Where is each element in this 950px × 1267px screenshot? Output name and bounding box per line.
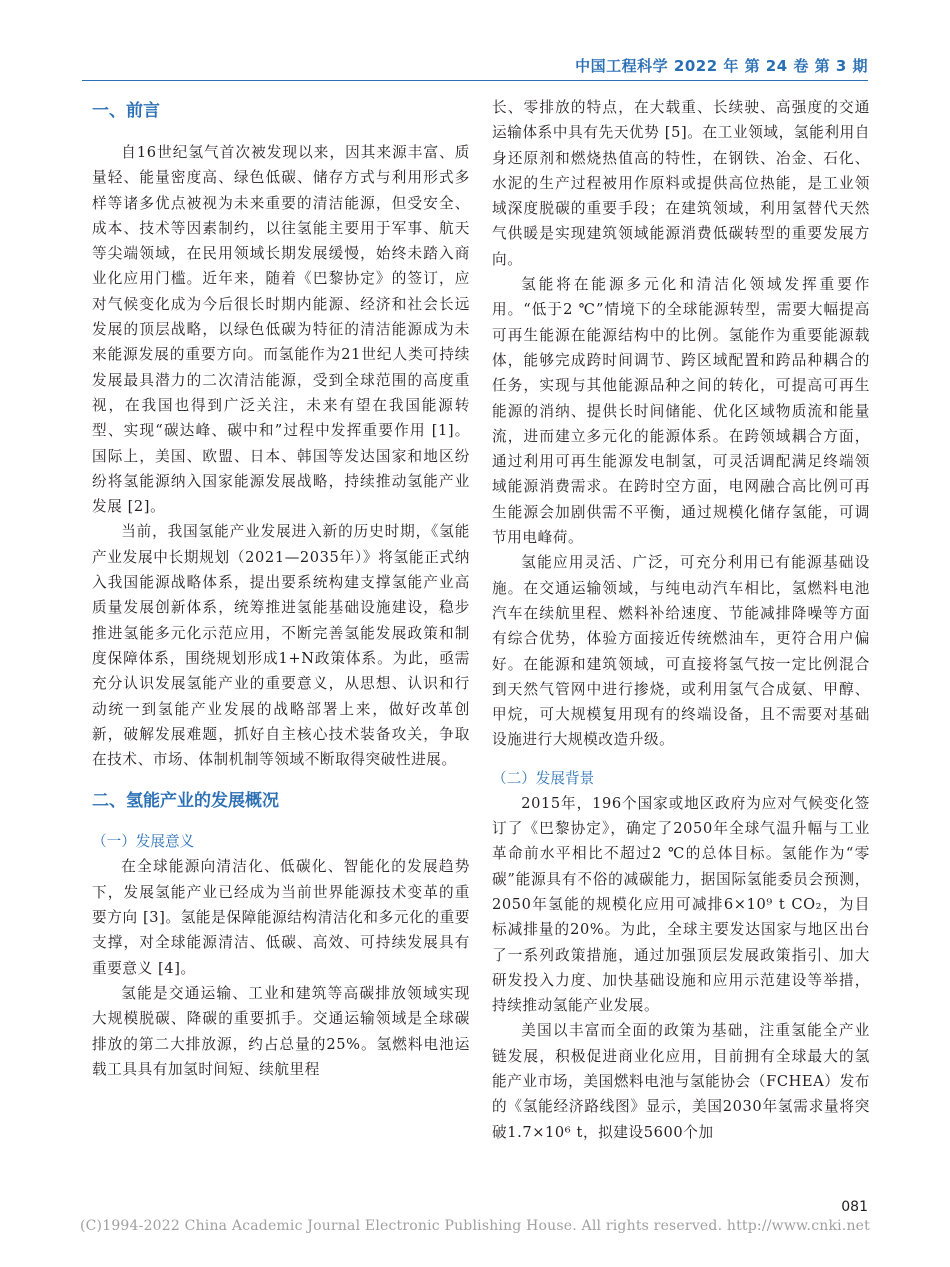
page-number: 081 bbox=[841, 1199, 868, 1215]
subsection-heading-background: （二）发展背景 bbox=[492, 769, 595, 787]
header-rule bbox=[82, 80, 868, 81]
right-column bbox=[492, 95, 870, 1145]
paragraph: 在全球能源向清洁化、低碳化、智能化的发展趋势下，发展氢能产业已经成为当前世界能源技术变革的重要方向 [3]。氢能是保障能源结构清洁化和多元化的重要支撑，对全球能源清洁、低碳、高效、可持续发展具有重要意义 [4]。 bbox=[92, 858, 470, 977]
paragraph: 氢能应用灵活、广泛，可充分利用已有能源基础设施。在交通运输领域，与纯电动汽车相比，氢燃料电池汽车在续航里程、燃料补给速度、节能减排降噪等方面有综合优势，体验方面接近传统燃油车，更符合用户偏好。在能源和建筑领域，可直接将氢气按一定比例混合到天然气管网中进行掺烧，或利用氢气合成氨、甲醇、甲烷，可大规模复用现有的终端设备，且不需要对基础设施进行大规模改造升级。 bbox=[492, 554, 870, 749]
subsection-heading-significance: （一）发展意义 bbox=[92, 833, 195, 851]
paragraph: 氢能是交通运输、工业和建筑等高碳排放领域实现大规模脱碳、降碳的重要抓手。交通运输领域是全球碳排放的第二大排放源，约占总量的25%。氢燃料电池运载工具具有加氢时间短、续航里程 bbox=[92, 984, 470, 1078]
paragraph: 自16世纪氢气首次被发现以来，因其来源丰富、质量轻、能量密度高、绿色低碳、储存方式与利用形式多样等诸多优点被视为未来重要的清洁能源，但受安全、成本、技术等因素制约，以往氢能主要用于军事、航天等尖端领域，在民用领域长期发展缓慢，始终未踏入商业化应用门槛。近年来，随着《巴黎协定》的签订，应对气候变化成为今后很长时期内能源、经济和社会长远发展的顶层战略，以绿色低碳为特征的清洁能源成为未来能源发展的重要方向。而氢能作为21世纪人类可持续发展最具潜力的二次清洁能源，受到全球范围的高度重视，在我国也得到广泛关注，未来有望在我国能源转型、实现“碳达峰、碳中和”过程中发挥重要作用 [1]。国际上，美国、欧盟、日本、韩国等发达国家和地区纷纷将氢能源纳入国家能源发展战略，持续推动氢能产业发展 [2]。 bbox=[92, 144, 470, 516]
paragraph: 美国以丰富而全面的政策为基础，注重氢能全产业链发展，积极促进商业化应用，目前拥有全球最大的氢能产业市场，美国燃料电池与氢能协会（FCHEA）发布的《氢能经济路线图》显示，美国2030年氢需求量将突破1.7×10⁶ t，拟建设5600个加 bbox=[492, 1022, 870, 1141]
paragraph: 2015年，196个国家或地区政府为应对气候变化签订了《巴黎协定》，确定了2050年全球气温升幅与工业革命前水平相比不超过2 ℃的总体目标。氢能作为“零碳”能源具有不俗的减碳能力，据国际氢能委员会预测，2050年氢能的规模化应用可减排6×10⁹ t CO₂，为目标减排量的20%。为此，全球主要发达国家与地区出台了一系列政策措施，通过加强顶层发展政策指引、加大研发投入力度、加快基础设施和应用示范建设等举措，持续推动氢能产业发展。 bbox=[492, 794, 870, 1015]
copyright-notice: (C)1994-2022 China Academic Journal Electronic Publishing House. All rights reserved. http://www.cnki.net bbox=[79, 1218, 870, 1234]
paragraph: 当前，我国氢能产业发展进入新的历史时期，《氢能产业发展中长期规划（2021—2035年）》将氢能正式纳入我国能源战略体系，提出要系统构建支撑氢能产业高质量发展创新体系，统筹推进氢能基础设施建设，稳步推进氢能多元化示范应用，不断完善氢能发展政策和制度保障体系，围绕规划形成1+N政策体系。为此，亟需充分认识发展氢能产业的重要意义，从思想、认识和行动统一到氢能产业发展的战略部署上来，做好改革创新，破解发展难题，抓好自主核心技术装备攻关，争取在技术、市场、体制机制等领域不断取得突破性进展。 bbox=[92, 523, 470, 769]
journal-header: 中国工程科学 2022 年 第 24 卷 第 3 期 bbox=[575, 57, 868, 75]
section-heading-intro: 一、前言 bbox=[92, 101, 160, 121]
left-column bbox=[92, 95, 470, 1082]
section-heading-overview: 二、氢能产业的发展概况 bbox=[92, 791, 279, 812]
paragraph: 氢能将在能源多元化和清洁化领域发挥重要作用。“低于2 ℃”情境下的全球能源转型，需要大幅提高可再生能源在能源结构中的比例。氢能作为重要能源载体，能够完成跨时间调节、跨区域配置和跨品种耦合的任务，实现与其他能源品种之间的转化，可提高可再生能源的消纳、提供长时间储能、优化区域物质流和能量流，进而建立多元化的能源体系。在跨领域耦合方面，通过利用可再生能源发电制氢，可灵活调配满足终端领域能源消费需求。在跨时空方面，电网融合高比例可再生能源会加剧供需不平衡，通过规模化储存氢能，可调节用电峰荷。 bbox=[492, 276, 870, 547]
paragraph: 长、零排放的特点，在大载重、长续驶、高强度的交通运输体系中具有先天优势 [5]。在工业领域，氢能利用自身还原剂和燃烧热值高的特性，在钢铁、冶金、石化、水泥的生产过程被用作原料或提供高位热能，是工业领域深度脱碳的重要手段；在建筑领域，利用氢替代天然气供暖是实现建筑领域能源消费低碳转型的重要发展方向。 bbox=[492, 99, 870, 268]
